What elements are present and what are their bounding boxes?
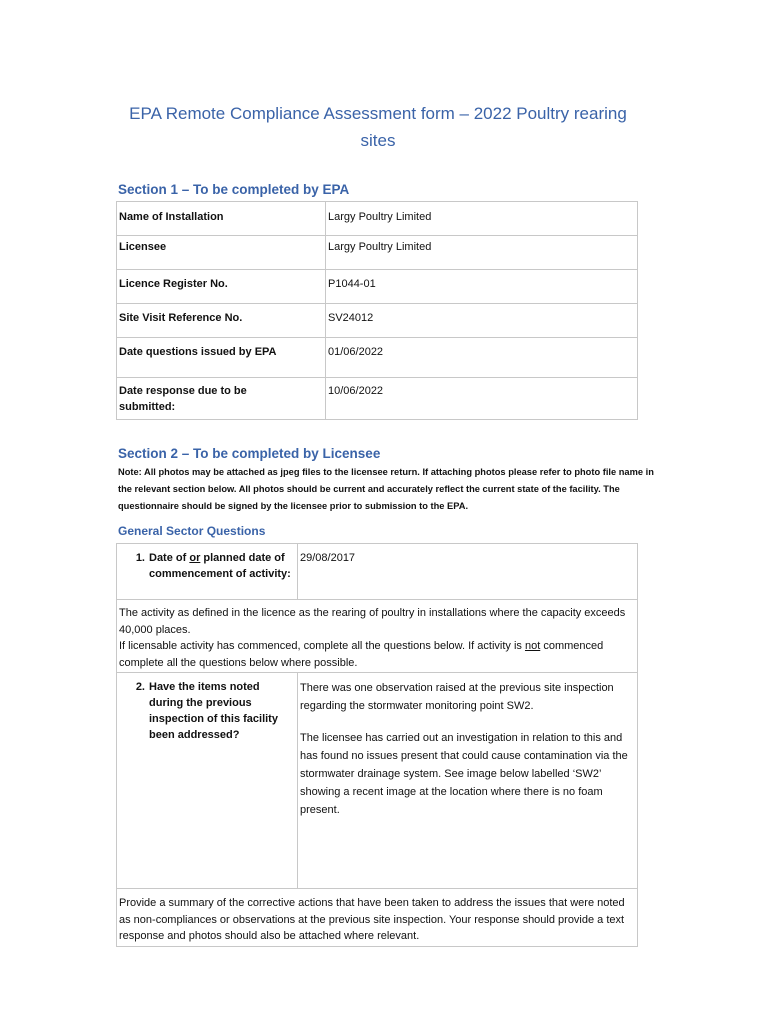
table-row	[117, 378, 638, 420]
table-row	[117, 270, 638, 304]
row-label: Site Visit Reference No.	[117, 304, 326, 338]
question-1-label-cell	[117, 544, 298, 600]
question-2-row	[117, 673, 638, 889]
question-number: 1.	[135, 552, 145, 564]
info-line-1: The activity as defined in the licence as the rearing of poultry in installations where the capacity exceeds 40,000 places.	[119, 607, 626, 636]
document-title	[118, 100, 638, 154]
section-2-note: Note: All photos may be attached as jpeg files to the licensee return. If attaching photos please refer to photo file name in the relevant section below. All photos should be current and accurately reflect the current state of the facility. The questionnaire should be signed by the licensee prior to submission to the EPA.	[118, 467, 654, 511]
question-1-row	[117, 544, 638, 600]
row-value: P1044-01	[326, 270, 638, 304]
row-label: Date response due to be submitted:	[117, 378, 326, 420]
question-2-label: Have the items noted during the previous inspection of this facility been addressed?	[149, 681, 278, 741]
table-row	[117, 236, 638, 270]
question-2-summary: Provide a summary of the corrective actions that have been taken to address the issues that were noted as non-compliances or observations at the previous site inspection. Your response should provide a text response and photos should also be attached where relevant.	[117, 889, 638, 947]
questions-table	[116, 543, 638, 947]
row-value: 01/06/2022	[326, 338, 638, 378]
table-row	[117, 338, 638, 378]
answer-paragraph-1: There was one observation raised at the previous site inspection regarding the stormwater monitoring point SW2.	[300, 682, 614, 712]
row-value: SV24012	[326, 304, 638, 338]
question-2-label-cell	[117, 673, 298, 889]
row-label: Licensee	[117, 236, 326, 270]
title-line-2: sites	[360, 131, 396, 150]
info-line-2: If licensable activity has commenced, complete all the questions below. If activity is not commenced complete all the questions below where possible.	[119, 640, 604, 669]
section-1-heading: Section 1 – To be completed by EPA	[118, 182, 350, 197]
title-line-1: EPA Remote Compliance Assessment form – 2022 Poultry rearing	[129, 104, 627, 123]
section-1-table	[116, 201, 638, 420]
question-2-summary-row	[117, 889, 638, 947]
general-sector-questions-heading: General Sector Questions	[118, 524, 266, 538]
question-1-answer: 29/08/2017	[298, 544, 638, 600]
row-label: Licence Register No.	[117, 270, 326, 304]
question-1-info	[117, 600, 638, 673]
answer-paragraph-2: The licensee has carried out an investigation in relation to this and has found no issues present that could cause contamination via the stormwater drainage system. See image below labelled ‘SW2’ showing a recent image at the location where there is no foam present.	[300, 732, 628, 816]
question-number: 2.	[135, 681, 145, 693]
question-1-info-row	[117, 600, 638, 673]
row-label: Date questions issued by EPA	[117, 338, 326, 378]
table-row	[117, 304, 638, 338]
question-2-answer	[298, 673, 638, 889]
row-label: Name of Installation	[117, 202, 326, 236]
row-value: 10/06/2022	[326, 378, 638, 420]
section-2-heading: Section 2 – To be completed by Licensee	[118, 446, 381, 461]
table-row	[117, 202, 638, 236]
row-value: Largy Poultry Limited	[326, 202, 638, 236]
question-1-label: Date of or planned date of commencement of activity:	[149, 552, 291, 580]
row-value: Largy Poultry Limited	[326, 236, 638, 270]
